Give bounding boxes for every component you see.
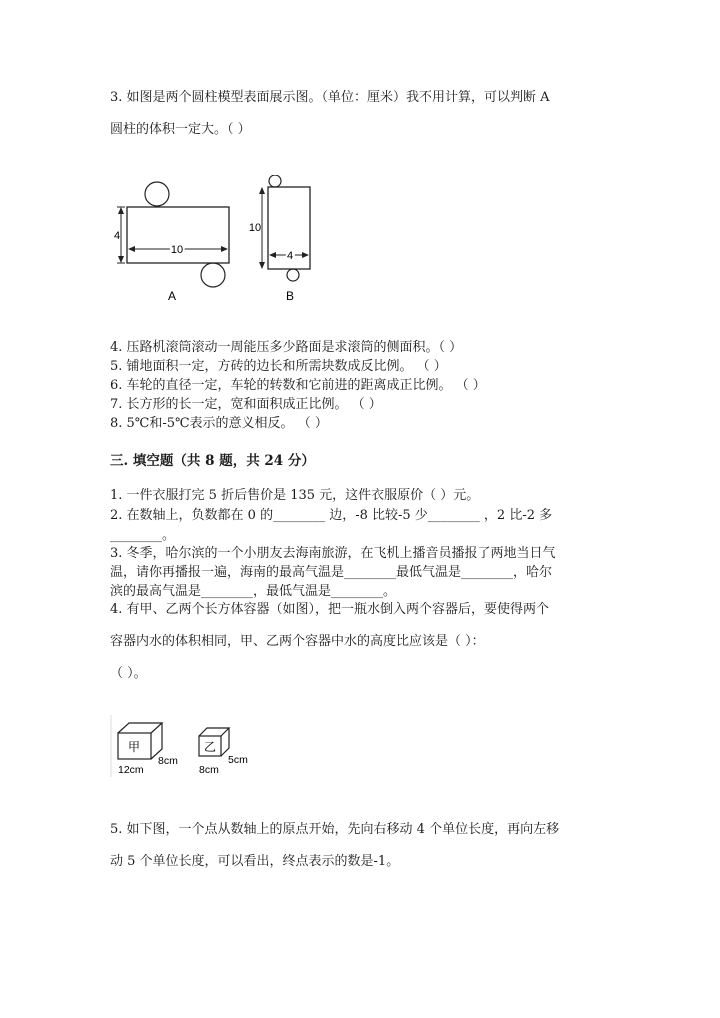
a-height-label: 4 <box>113 230 121 242</box>
cylinder-b-top-circle <box>269 175 281 187</box>
yi-height-label: 5cm <box>228 754 248 766</box>
fill-q4-line2: 容器内水的体积相同，甲、乙两个容器中水的高度比应该是（ ）： <box>110 634 485 649</box>
fill-q3-line1: 3. 冬季，哈尔滨的一个小朋友去海南旅游，在飞机上播音员播报了两地当日气 <box>110 546 556 561</box>
jia-name-label: 甲 <box>127 740 141 754</box>
jia-length-label: 12cm <box>118 764 144 776</box>
b-label: B <box>285 289 295 303</box>
container-jia <box>118 723 178 776</box>
section3-heading: 三. 填空题（共 8 题，共 24 分） <box>110 453 315 469</box>
tf-item-6: 6. 车轮的直径一定，车轮的转数和它前进的距离成正比例。 （ ） <box>110 378 486 393</box>
tf-item-5: 5. 铺地面积一定，方砖的边长和所需块数成反比例。 （ ） <box>110 359 447 374</box>
fill-q2-line1: 2. 在数轴上，负数都在 0 的________ 边，-8 比较-5 少________ ，2 比-2 多 <box>110 508 553 523</box>
tf-item-7: 7. 长方形的长一定，宽和面积成正比例。 （ ） <box>110 397 382 412</box>
b-height-label: 10 <box>248 222 262 234</box>
tf-item-4: 4. 压路机滚筒滚动一周能压多少路面是求滚筒的侧面积。（ ） <box>110 340 463 355</box>
tf-item-8: 8. 5℃和-5℃表示的意义相反。 （ ） <box>110 416 328 431</box>
fill-q4-line1: 4. 有甲、乙两个长方体容器（如图），把一瓶水倒入两个容器后，要使得两个 <box>110 602 550 617</box>
cylinder-net-figure <box>105 175 335 310</box>
a-width-label: 10 <box>170 244 184 256</box>
yi-length-label: 8cm <box>199 764 219 776</box>
q3-text-line1: 3. 如图是两个圆柱模型表面展示图。（单位：厘米）我不用计算，可以判断 A <box>110 90 550 105</box>
fill-q1: 1. 一件衣服打完 5 折后售价是 135 元，这件衣服原价（ ）元。 <box>110 488 480 503</box>
a-label: A <box>167 289 177 303</box>
b-width-label: 4 <box>286 250 294 262</box>
fill-q3-line2: 温，请你再播报一遍，海南的最高气温是________最低气温是________，哈尔 <box>110 565 553 580</box>
jia-height-label: 8cm <box>158 755 178 767</box>
fill-q3-line3: 滨的最高气温是________，最低气温是________。 <box>110 584 397 599</box>
yi-name-label: 乙 <box>203 740 217 754</box>
cylinder-a-bottom-circle <box>201 263 225 287</box>
q3-text-line2: 圆柱的体积一定大。（ ） <box>110 122 251 137</box>
containers-figure <box>110 715 260 780</box>
fill-q5-line2: 动 5 个单位长度，可以看出，终点表示的数是-1。 <box>110 854 400 869</box>
cylinder-b-bottom-circle <box>287 269 299 281</box>
fill-q5-line1: 5. 如下图，一个点从数轴上的原点开始，先向右移动 4 个单位长度，再向左移 <box>110 822 560 837</box>
fill-q2-line2: ________。 <box>110 528 176 543</box>
container-yi <box>199 728 248 776</box>
cylinder-a-top-circle <box>145 182 169 206</box>
fill-q4-line3: （ ）。 <box>110 666 147 681</box>
